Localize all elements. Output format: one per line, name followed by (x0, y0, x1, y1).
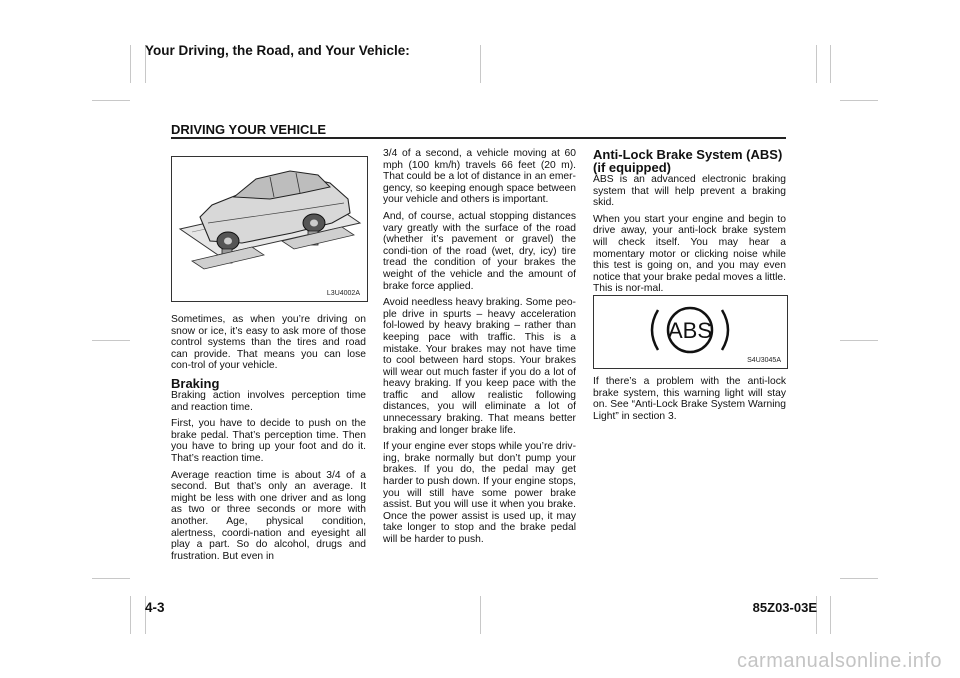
abs-paragraph-3: If there’s a problem with the anti-lock brake system, this warning light will stay on. See “Anti-Lock Brake System Warning Light” in section 3. (593, 376, 786, 422)
braking-paragraph-3: Average reaction time is about 3/4 of a second. But that’s only an average. It might be less with one driver and as long as two or three seconds or more with another. Age, physical condition, alertness, coordi-nation and eyesight all play a part. So do alcohol, drugs and frustration. But even in (171, 469, 366, 562)
column-3 (593, 148, 786, 300)
page-number: 4-3 (145, 600, 165, 615)
car-illustration-figure (171, 156, 368, 302)
column-2 (383, 148, 576, 551)
watermark: carmanualsonline.info (736, 650, 942, 672)
figure-code: S4U3045A (747, 357, 781, 364)
intro-paragraph: Sometimes, as when you’re driving on snow or ice, it’s easy to ask more of those control systems than the tires and road can provide. That means you can lose con-trol of your vehicle. (171, 314, 366, 372)
document-code: 85Z03-03E (752, 600, 817, 615)
abs-paragraph-1: ABS is an advanced electronic braking system that will help prevent a braking skid. (593, 174, 786, 209)
stopping-paragraph-3: Avoid needless heavy braking. Some peo-ple drive in spurts – heavy acceleration fol-lowed by heavy braking – rather than keeping pace with traffic. This is a mistake. Your brakes may not have time to cool between hard stops. Your brakes will wear out much faster if you do a lot of heavy braking. If you keep pace with the traffic and allow realistic following distances, you will eliminate a lot of unnecessary braking. That means better braking and longer brake life. (383, 297, 576, 436)
column-3-lower (593, 376, 786, 427)
abs-paragraph-2: When you start your engine and begin to drive away, your anti-lock brake system will check itself. You may hear a momentary motor or clicking noise while this test is going on, and you may even notice that your brake pedal moves a little. This is nor-mal. (593, 213, 786, 295)
section-divider (171, 137, 786, 139)
running-header: Your Driving, the Road, and Your Vehicle: (145, 43, 410, 58)
stopping-paragraph-4: If your engine ever stops while you’re driv-ing, brake normally but don’t pump your brakes. If you do, the pedal may get harder to push down. If your engine stops, you will still have some power brake assist. But you will use it when you brake. Once the power assist is used up, it may take longer to stop and the brake pedal will be harder to push. (383, 441, 576, 545)
braking-paragraph-2: First, you have to decide to push on the brake pedal. That’s perception time. Then you have to bring up your foot and do it. That’s reaction time. (171, 418, 366, 464)
abs-symbol-text: ABS (667, 318, 713, 343)
braking-heading: Braking (171, 375, 220, 391)
braking-paragraph-1: Braking action involves perception time and reaction time. (171, 389, 366, 413)
abs-heading-qualifier: (if equipped) (593, 160, 671, 175)
abs-heading: Anti-Lock Brake System (ABS) (593, 147, 783, 162)
section-title: DRIVING YOUR VEHICLE (171, 122, 327, 137)
stopping-paragraph-1: 3/4 of a second, a vehicle moving at 60 mph (100 km/h) travels 66 feet (20 m). That could be a lot of distance in an emer-gency, so keeping enough space between your vehicle and others is important. (383, 148, 576, 206)
stopping-paragraph-2: And, of course, actual stopping distances vary greatly with the surface of the road (whether it’s pavement or gravel) the condi-tion of the road (wet, dry, icy) tire tread the condition of your brakes the weight of the vehicle and the amount of brake force applied. (383, 210, 576, 292)
figure-code: L3U4002A (326, 290, 360, 297)
car-on-lift-illustration (172, 157, 367, 301)
column-1 (171, 314, 366, 567)
abs-symbol-figure (593, 295, 788, 369)
